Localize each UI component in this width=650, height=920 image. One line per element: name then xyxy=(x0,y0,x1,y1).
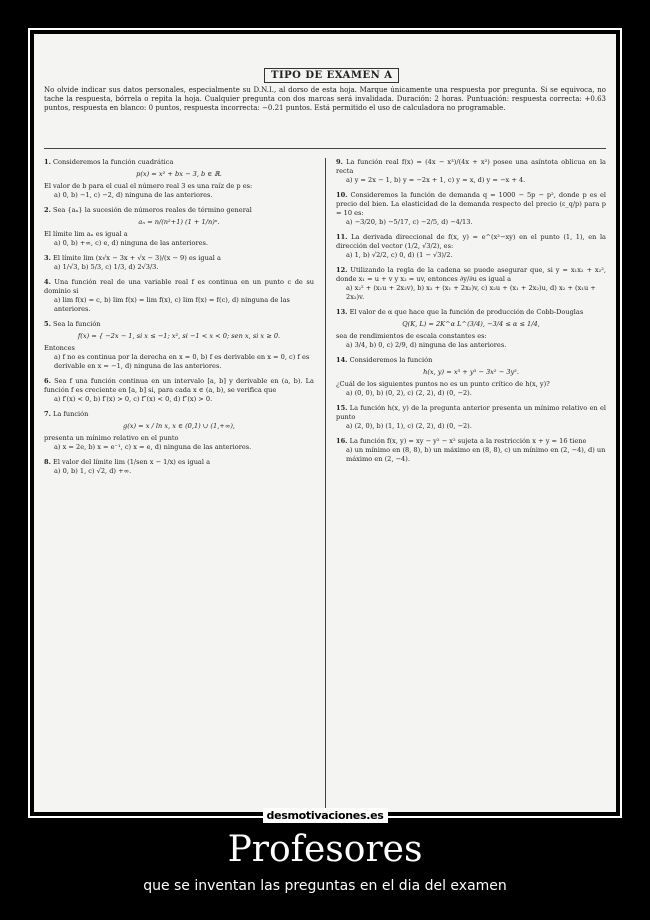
question-13: 13. El valor de α que hace que la función de producción de Cobb-Douglas Q(K, L) = 2K^α L^(3/4), −3/4 ≤ α ≤ 1/4, sea de rendimientos de escala constantes es: a) 3/4, b) 0, c) 2/9, d) ninguna de las anteriores. xyxy=(336,308,584,349)
question-3: 3. El límite lim (x√x − 3x + √x − 3)/(x − 9) es igual a a) 1/√3, b) 5/3, c) 1/3, d) 2√3/3. xyxy=(44,254,221,271)
question-15: 15. La función h(x, y) de la pregunta anterior presenta un mínimo relativo en el punto a) (2, 0), b) (1, 1), c) (2, 2), d) (0, −2). xyxy=(336,404,606,430)
question-16: 16. La función f(x, y) = xy − y² − x² sujeta a la restricción x + y = 16 tiene a) un mínimo en (8, 8), b) un máximo en (8, 8), c) un mínimo en (2, −4), d) un máximo en (2, −4). xyxy=(336,437,606,463)
header-divider xyxy=(44,148,606,149)
left-column xyxy=(44,158,314,482)
exam-sheet xyxy=(34,34,616,812)
question-11: 11. La derivada direccional de f(x, y) = e^(x²−xy) en el punto (1, 1), en la dirección del vector (1/2, √3/2), es: a) 1, b) √2/2, c) 0, d) (1 − √3)/2. xyxy=(336,233,606,259)
question-1: 1. Consideremos la función cuadrática p(x) = x² + bx − 3, b ∈ ℝ. El valor de b para el cual el número real 3 es una raíz de p es: a) 0, b) −1, c) −2, d) ninguna de las anteriores. xyxy=(44,158,253,199)
question-8: 8. El valor del límite lim (1/sen x − 1/x) es igual a a) 0, b) 1, c) √2, d) +∞. xyxy=(44,458,211,475)
question-14: 14. Consideremos la función h(x, y) = x³ + y³ − 3x² − 3y². ¿Cuál de los siguientes puntos no es un punto crítico de h(x, y)? a) (0, 0), b) (0, 2), c) (2, 2), d) (0, −2). xyxy=(336,356,550,397)
exam-instructions: No olvide indicar sus datos personales, especialmente su D.N.I., al dorso de esta hoja. Marque únicamente una respuesta por pregunta. Si se equivoca, no tache la respuesta, bórrela o repita la hoja. Cualquier pregunta con dos marcas será invalidada. Duración: 2 horas. Puntuación: respuesta correcta: +0.63 puntos, respuesta en blanco: 0 puntos, respuesta incorrecta: −0.21 puntos. Está permitido el uso de calculadora no programable. xyxy=(44,86,606,112)
right-column xyxy=(336,158,606,470)
question-5: 5. Sea la función f(x) = { −2x − 1, si x ≤ −1; x², si −1 < x < 0; sen x, si x ≥ 0. Entonces a) f no es continua por la derecha en x = 0, b) f es derivable en x = 0, c) f es derivable en x = −1, d) ninguna de las anteriores. xyxy=(44,320,310,370)
column-divider xyxy=(325,158,326,808)
poster-frame xyxy=(28,28,622,818)
question-10: 10. Consideremos la función de demanda q = 1000 − 5p − p², donde p es el precio del bien. La elasticidad de la demanda respecto del precio (ε_q/p) para p = 10 es: a) −3/20, b) −5/17, c) −2/5, d) −4/13. xyxy=(336,191,606,226)
watermark-text: desmotivaciones.es xyxy=(263,808,388,823)
question-12: 12. Utilizando la regla de la cadena se puede asegurar que, si y = x₁x₂ + x₂², donde x₁ = u + v y x₂ = uv, entonces ∂y/∂u es igual a a) x₂² + (x₁u + 2x₂v), b) x₂ + (x₁ + 2x₂)v, c) x₂u + (x₁ + 2x₂)u, d) x₂ + (x₁u + 2x₂)v. xyxy=(336,266,606,301)
poster-subtitle: que se inventan las preguntas en el dia del examen xyxy=(143,878,507,894)
question-6: 6. Sea f una función continua en un intervalo [a, b] y derivable en (a, b). La función f es creciente en [a, b] si, para cada x ∈ (a, b), se verifica que a) f′(x) < 0, b) f′(x) > 0, c) f″(x) < 0, d) f″(x) > 0. xyxy=(44,377,314,403)
poster-title: Profesores xyxy=(227,829,423,870)
question-9: 9. La función real f(x) = (4x − x³)/(4x + x²) posee una asíntota oblicua en la recta a) y = 2x − 1, b) y = −2x + 1, c) y = x, d) y = −x + 4. xyxy=(336,158,606,184)
question-4: 4. Una función real de una variable real f es continua en un punto c de su dominio si a) lim f(x) = c, b) lim f(x) = lim f(x), c) lim f(x) = f(c), d) ninguna de las anteriores. xyxy=(44,278,314,313)
question-2: 2. Sea {aₙ} la sucesión de números reales de término general aₙ = n/(n²+1) (1 + 1/n)ⁿ. El límite lim aₙ es igual a a) 0, b) +∞, c) e, d) ninguna de las anteriores. xyxy=(44,206,252,247)
question-7: 7. La función g(x) = x / ln x, x ∈ (0,1) ∪ (1,+∞), presenta un mínimo relativo en el punto a) x = 2e, b) x = e⁻¹, c) x = e, d) ninguna de las anteriores. xyxy=(44,410,252,451)
site-watermark xyxy=(0,804,650,823)
exam-type-label: TIPO DE EXAMEN A xyxy=(264,68,399,83)
